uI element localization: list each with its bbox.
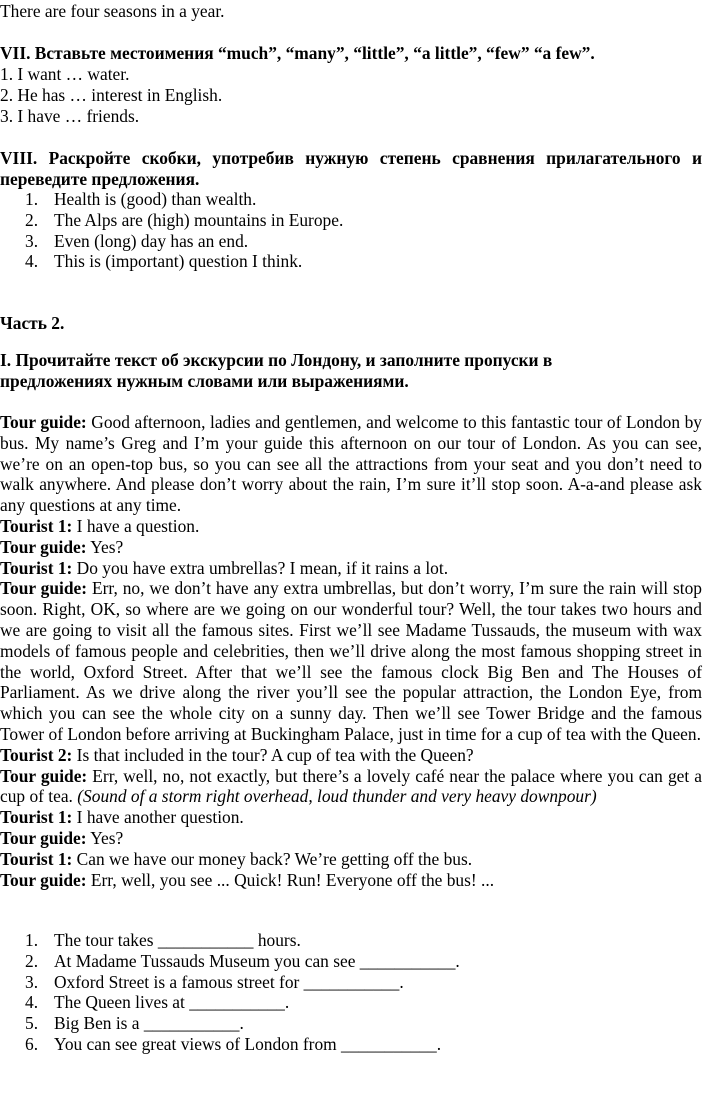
dialog-line <box>0 807 702 828</box>
section-vii-heading: VII. Вставьте местоимения “much”, “many”, “little”, “a little”, “few” “a few”. <box>0 43 595 63</box>
speaker-label: Tourist 1: <box>0 848 73 869</box>
dialog-speech: I have a question. <box>72 515 200 536</box>
section-vii-item: 1. I want … water. <box>0 64 130 84</box>
part-2-heading: Часть 2. <box>0 313 65 333</box>
dialog-text <box>0 412 702 890</box>
item-number: 2. <box>25 950 39 971</box>
speaker-label: Tourist 1: <box>0 557 73 578</box>
question-item <box>0 1034 702 1055</box>
dialog-speech: Yes? <box>86 536 124 557</box>
question-item <box>0 992 702 1013</box>
dialog-speech: Do you have extra umbrellas? I mean, if it rains a lot. <box>72 557 449 578</box>
question-text: You can see great views of London from ___________. <box>54 1033 442 1054</box>
item-number: 4. <box>25 992 39 1013</box>
section-vii-item: 2. He has … interest in English. <box>0 85 223 105</box>
task-i-heading: I. Прочитайте текст об экскурсии по Лондону, и заполните пропуски в предложениях нужным словами или выражениями. <box>0 350 553 391</box>
speaker-label: Tour guide: <box>0 578 88 599</box>
list-item <box>0 231 702 252</box>
item-number: 5. <box>25 1013 39 1034</box>
dialog-speech: Err, well, no, not exactly, but there’s a lovely café near the palace where you can get a cup of tea. <box>0 765 702 807</box>
intro-line: There are four seasons in a year. <box>0 1 225 21</box>
speaker-label: Tour guide: <box>0 412 87 432</box>
item-number: 4. <box>25 251 39 272</box>
dialog-speech: Err, well, you see ... Quick! Run! Everyone off the bus! ... <box>86 869 495 890</box>
question-text: The tour takes ___________ hours. <box>54 930 301 950</box>
dialog-line <box>0 412 702 516</box>
dialog-speech: Good afternoon, ladies and gentlemen, and welcome to this fantastic tour of London by bus. My name’s Greg and I’m your guide this afternoon on our tour of London. As you can see, we’re on an open-top bus, so you can see all the attractions from your seat and you don’t need to walk anywhere. And please don’t worry about the rain, I’m sure it’ll stop soon. A-a-and please ask any questions at any time. <box>0 412 702 516</box>
questions-list <box>0 930 702 1055</box>
speaker-label: Tour guide: <box>0 827 87 848</box>
dialog-line <box>0 766 702 808</box>
speaker-label: Tourist 2: <box>0 744 73 765</box>
dialog-line <box>0 849 702 870</box>
dialog-line <box>0 558 702 579</box>
question-text: Big Ben is a ___________. <box>54 1013 244 1034</box>
list-item <box>0 189 702 210</box>
item-number: 1. <box>25 930 39 950</box>
item-number: 6. <box>25 1033 39 1054</box>
dialog-line <box>0 537 702 558</box>
dialog-speech: I have another question. <box>72 807 244 828</box>
dialog-line <box>0 516 702 537</box>
dialog-speech: Is that included in the tour? A cup of tea with the Queen? <box>72 744 474 765</box>
question-item <box>0 930 702 951</box>
question-text: At Madame Tussauds Museum you can see ___________. <box>54 950 460 971</box>
section-vii-item: 3. I have … friends. <box>0 106 140 126</box>
question-text: The Queen lives at ___________. <box>54 992 290 1013</box>
item-number: 2. <box>25 209 39 230</box>
speaker-label: Tourist 1: <box>0 515 73 536</box>
list-item <box>0 210 702 231</box>
speaker-label: Tourist 1: <box>0 807 73 828</box>
item-text: Health is (good) than wealth. <box>54 189 257 209</box>
dialog-line <box>0 745 702 766</box>
dialog-line <box>0 828 702 849</box>
item-text: This is (important) question I think. <box>54 251 303 272</box>
item-number: 3. <box>25 230 39 251</box>
stage-direction: (Sound of a storm right overhead, loud thunder and very heavy downpour) <box>77 786 597 807</box>
item-text: The Alps are (high) mountains in Europe. <box>54 209 344 230</box>
dialog-line <box>0 870 702 891</box>
speaker-label: Tour guide: <box>0 765 88 786</box>
item-text: Even (long) day has an end. <box>54 230 249 251</box>
item-number: 1. <box>25 189 39 209</box>
question-item <box>0 1013 702 1034</box>
dialog-line <box>0 578 702 744</box>
speaker-label: Tour guide: <box>0 536 87 557</box>
list-item <box>0 251 702 272</box>
dialog-speech: Err, no, we don’t have any extra umbrellas, but don’t worry, I’m sure the rain will stop soon. Right, OK, so where are we going on our wonderful tour? Well, the tour takes two hours and we are going to visit all the famous sites. First we’ll see Madame Tussauds, the museum with wax models of famous people and celebrities, then we’ll drive along the most famous shopping street in the world, Oxford Street. After that we’ll see the famous clock Big Ben and The Houses of Parliament. As we drive along the river you’ll see the popular attraction, the London Eye, from which you can see the whole city on a sunny day. Then we’ll see Tower Bridge and the famous Tower of London before arriving at Buckingham Palace, just in time for a cup of tea with the Queen. <box>0 578 702 744</box>
question-item <box>0 951 702 972</box>
item-number: 3. <box>25 971 39 992</box>
dialog-speech: Yes? <box>86 827 124 848</box>
question-item <box>0 972 702 993</box>
section-viii-list <box>0 189 702 272</box>
dialog-speech: Can we have our money back? We’re getting off the bus. <box>72 848 473 869</box>
speaker-label: Tour guide: <box>0 869 87 890</box>
question-text: Oxford Street is a famous street for ___________. <box>54 971 404 992</box>
section-viii-heading: VIII. Раскройте скобки, употребив нужную степень сравнения прилагательного и переведите предложения. <box>0 148 702 189</box>
